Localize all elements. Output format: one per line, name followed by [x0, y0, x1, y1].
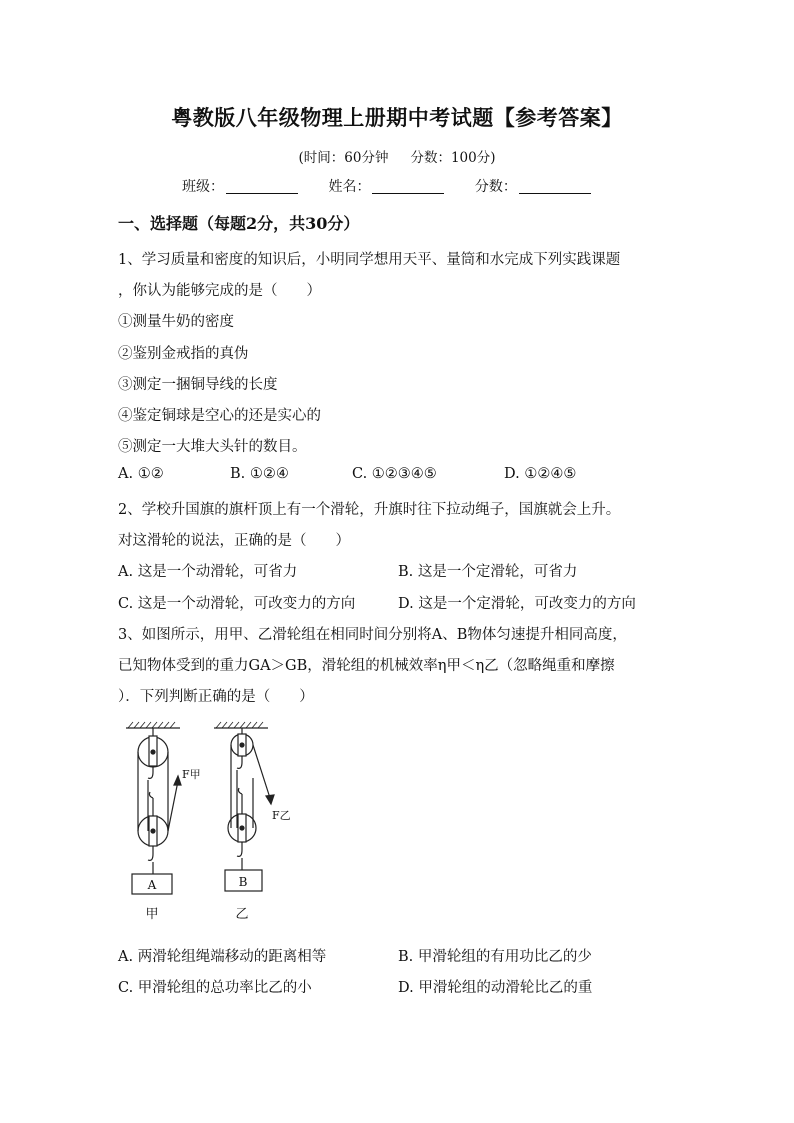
q1-option-c[interactable]: C. ①②③④⑤ [352, 466, 437, 482]
q3-stem-line2: 已知物体受到的重力GA＞GB，滑轮组的机械效率η甲＜η乙（忽略绳重和摩擦 [118, 658, 615, 674]
hook-left-top [148, 766, 153, 778]
hook-right-mid [238, 788, 242, 794]
block-a-label: A [147, 878, 157, 892]
class-blank[interactable] [226, 179, 298, 194]
points-label: 分数： [474, 179, 517, 195]
hook-left-mid [149, 792, 153, 798]
name-label: 姓名： [328, 179, 371, 195]
section-heading: 一、选择题（每题2分，共30分） [118, 214, 360, 233]
force-label-right: F乙 [272, 809, 291, 822]
q3-option-b[interactable]: B. 甲滑轮组的有用功比乙的少 [398, 949, 592, 965]
q1-option-a[interactable]: A. ①② [118, 466, 164, 482]
q2-option-b[interactable]: B. 这是一个定滑轮，可省力 [398, 564, 578, 580]
name-blank[interactable] [372, 179, 444, 194]
q1-option-d[interactable]: D. ①②④⑤ [504, 466, 577, 482]
axle-right-bottom [240, 826, 244, 830]
pulley-system-left [126, 722, 181, 894]
hook-left-bottom [148, 846, 153, 860]
exam-meta [0, 146, 794, 166]
points-blank[interactable] [519, 179, 591, 194]
q2-option-c[interactable]: C. 这是一个动滑轮，可改变力的方向 [118, 596, 356, 612]
ceiling-hatch-left [128, 722, 175, 728]
exam-score: 分数：100分) [410, 150, 496, 166]
q3-option-d[interactable]: D. 甲滑轮组的动滑轮比乙的重 [398, 980, 593, 996]
caption-right: 乙 [235, 907, 249, 922]
pull-rope-left [168, 781, 178, 831]
q1-option-b[interactable]: B. ①②④ [230, 466, 289, 482]
q3-option-a[interactable]: A. 两滑轮组绳端移动的距离相等 [118, 949, 327, 965]
block-b-label: B [238, 875, 248, 889]
q1-item: ②鉴别金戒指的真伪 [118, 346, 249, 362]
student-info [182, 176, 617, 196]
points-field [475, 176, 591, 196]
q3-stem-line1: 3、如图所示，用甲、乙滑轮组在相同时间分别将A、B物体匀速提升相同高度， [118, 627, 627, 643]
name-field [328, 176, 444, 196]
caption-left: 甲 [145, 907, 159, 922]
pulley-diagram [118, 718, 318, 928]
q2-option-d[interactable]: D. 这是一个定滑轮，可改变力的方向 [398, 596, 636, 612]
q1-stem-line1: 1、学习质量和密度的知识后，小明同学想用天平、量筒和水完成下列实践课题 [118, 252, 621, 268]
q3-stem-line3: ）．下列判断正确的是（ ） [118, 689, 314, 705]
ceiling-hatch-right [216, 722, 263, 728]
hook-right-bottom [237, 842, 242, 856]
q1-item: ③测定一捆铜导线的长度 [118, 377, 278, 393]
page-title: 粤教版八年级物理上册期中考试题【参考答案】 [171, 105, 623, 130]
q2-stem-line2: 对这滑轮的说法，正确的是（ ） [118, 533, 350, 549]
hook-right-top [237, 756, 242, 768]
class-field [182, 176, 298, 196]
pulley-system-right [214, 722, 274, 891]
arrow-left [174, 776, 181, 785]
arrow-right [266, 795, 274, 804]
q1-item: ⑤测定一大堆大头针的数目。 [118, 439, 307, 455]
q1-item: ①测量牛奶的密度 [118, 314, 234, 330]
q2-stem-line1: 2、学校升国旗的旗杆顶上有一个滑轮，升旗时往下拉动绳子，国旗就会上升。 [118, 502, 621, 518]
axle-right-top [240, 743, 244, 747]
pull-rope-right [253, 745, 270, 798]
axle-left-bottom [151, 829, 155, 833]
force-label-left: F甲 [182, 768, 201, 781]
q1-stem-line2: ，你认为能够完成的是（ ） [118, 283, 321, 299]
exam-time: (时间：60分钟 [298, 150, 389, 166]
axle-left-top [151, 750, 155, 754]
class-label: 班级： [182, 179, 224, 195]
q2-option-a[interactable]: A. 这是一个动滑轮，可省力 [118, 564, 298, 580]
q3-option-c[interactable]: C. 甲滑轮组的总功率比乙的小 [118, 980, 312, 996]
q1-item: ④鉴定铜球是空心的还是实心的 [118, 408, 321, 424]
